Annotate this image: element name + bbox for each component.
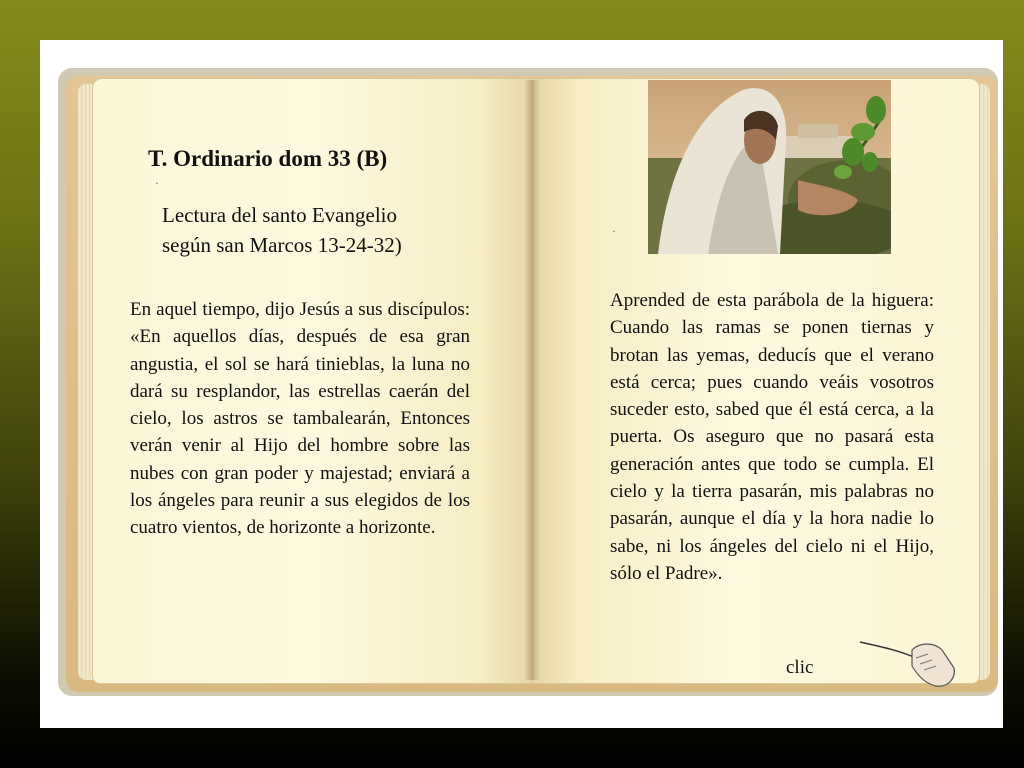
clic-label[interactable]: clic [786, 657, 814, 678]
dot-mark: · [155, 176, 159, 190]
gospel-text-right: Aprended de esta parábola de la higuera: Cuando las ramas se ponen tiernas y brotan las yemas, deducís que el verano está cerca; pues cuando veáis vosotros suceder esto, sabed que él está cerca, a la puerta. Os aseguro que no pasará esta generación antes que todo se cumpla. El cielo y la tierra pasarán, mis palabras no pasarán, aunque el día y la hora nadie lo sabe, ni los ángeles del cielo ni el Hijo, sólo el Padre». [610, 290, 934, 584]
pointing-hand-icon[interactable] [858, 628, 958, 692]
gospel-text-left: En aquel tiempo, dijo Jesús a sus discípulos: «En aquellos días, después de esa gran angustia, el sol se hará tinieblas, la luna no dará su resplandor, las estrellas caerán del cielo, los astros se tambalearán, Entonces verán venir al Hijo del hombre sobre las nubes con gran poder y majestad; enviará a los ángeles para reunir a sus elegidos de los cuatro vientos, de horizonte a horizonte. [130, 299, 470, 539]
reading-reference [162, 200, 402, 260]
book-spine [524, 80, 540, 680]
reading-line-1: Lectura del santo Evangelio [162, 203, 397, 227]
dot-mark: · [612, 224, 616, 238]
jesus-fig-tree-illustration [648, 80, 891, 254]
reading-line-2: según san Marcos 13-24-32) [162, 233, 402, 257]
page-title: T. Ordinario dom 33 (B) [148, 146, 388, 171]
